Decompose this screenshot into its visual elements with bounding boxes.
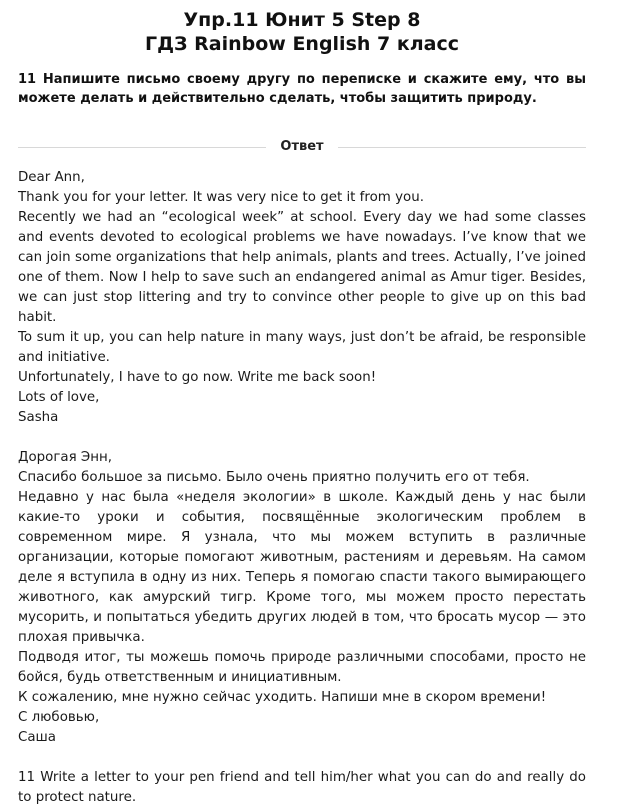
answer-divider xyxy=(18,138,586,156)
divider-line-right xyxy=(338,147,586,148)
letter-russian xyxy=(18,448,586,748)
letter-paragraph: К сожалению, мне нужно сейчас уходить. Напиши мне в скором времени! xyxy=(18,690,547,705)
letter-paragraph: Спасибо большое за письмо. Было очень приятно получить его от тебя. xyxy=(18,470,530,485)
answer-label: Ответ xyxy=(280,139,324,154)
page-title-line2: ГДЗ Rainbow English 7 класс xyxy=(144,33,460,55)
spacer xyxy=(18,428,586,448)
letter-paragraph: Recently we had an “ecological week” at school. Every day we had some classes and events devoted to ecological problems we have nowadays. I’ve know that we can join some organizations that help animals, plants and trees. Actually, I’ve joined one of them. Now I help to save such an endangered animal as Amur tiger. Besides, we can just stop littering and try to convince other people to give up on this bad habit. xyxy=(18,210,586,325)
letter-closing: Lots of love, xyxy=(18,390,100,405)
letter-english xyxy=(18,168,586,428)
letter-paragraph: Подводя итог, ты можешь помочь природе различными способами, просто не бойся, будь ответственным и инициативным. xyxy=(18,650,586,685)
task-statement: 11 Напишите письмо своему другу по переписке и скажите ему, что вы можете делать и действительно сделать, чтобы защитить природу. xyxy=(18,72,586,106)
letter-paragraph: To sum it up, you can help nature in many ways, just don’t be afraid, be responsible and initiative. xyxy=(18,330,586,365)
letter-greeting: Дорогая Энн, xyxy=(18,450,113,465)
letter-paragraph: Thank you for your letter. It was very nice to get it from you. xyxy=(18,190,424,205)
letter-signature: Sasha xyxy=(18,410,59,425)
page-content xyxy=(18,0,586,808)
spacer xyxy=(18,748,586,768)
letter-closing: С любовью, xyxy=(18,710,100,725)
letter-greeting: Dear Ann, xyxy=(18,170,85,185)
task-statement-english: 11 Write a letter to your pen friend and tell him/her what you can do and really do to protect nature. xyxy=(18,770,586,805)
letter-paragraph: Unfortunately, I have to go now. Write me back soon! xyxy=(18,370,377,385)
letter-paragraph: Недавно у нас была «неделя экологии» в школе. Каждый день у нас были какие-то уроки и события, посвящённые экологическим проблем в современном мире. Я узнала, что мы можем вступить в различные организации, которые помогают животным, растениям и деревьям. На самом деле я вступила в одну из них. Теперь я помогаю спасти такого вымирающего животного, как амурский тигр. Кроме того, мы можем просто перестать мусорить, и попытаться убедить других людей в том, что бросать мусор — это плохая привычка. xyxy=(18,490,586,645)
page-title xyxy=(18,8,586,56)
letter-signature: Саша xyxy=(18,730,57,745)
page-title-line1: Упр.11 Юнит 5 Step 8 xyxy=(183,9,421,31)
answer-body xyxy=(18,168,586,808)
